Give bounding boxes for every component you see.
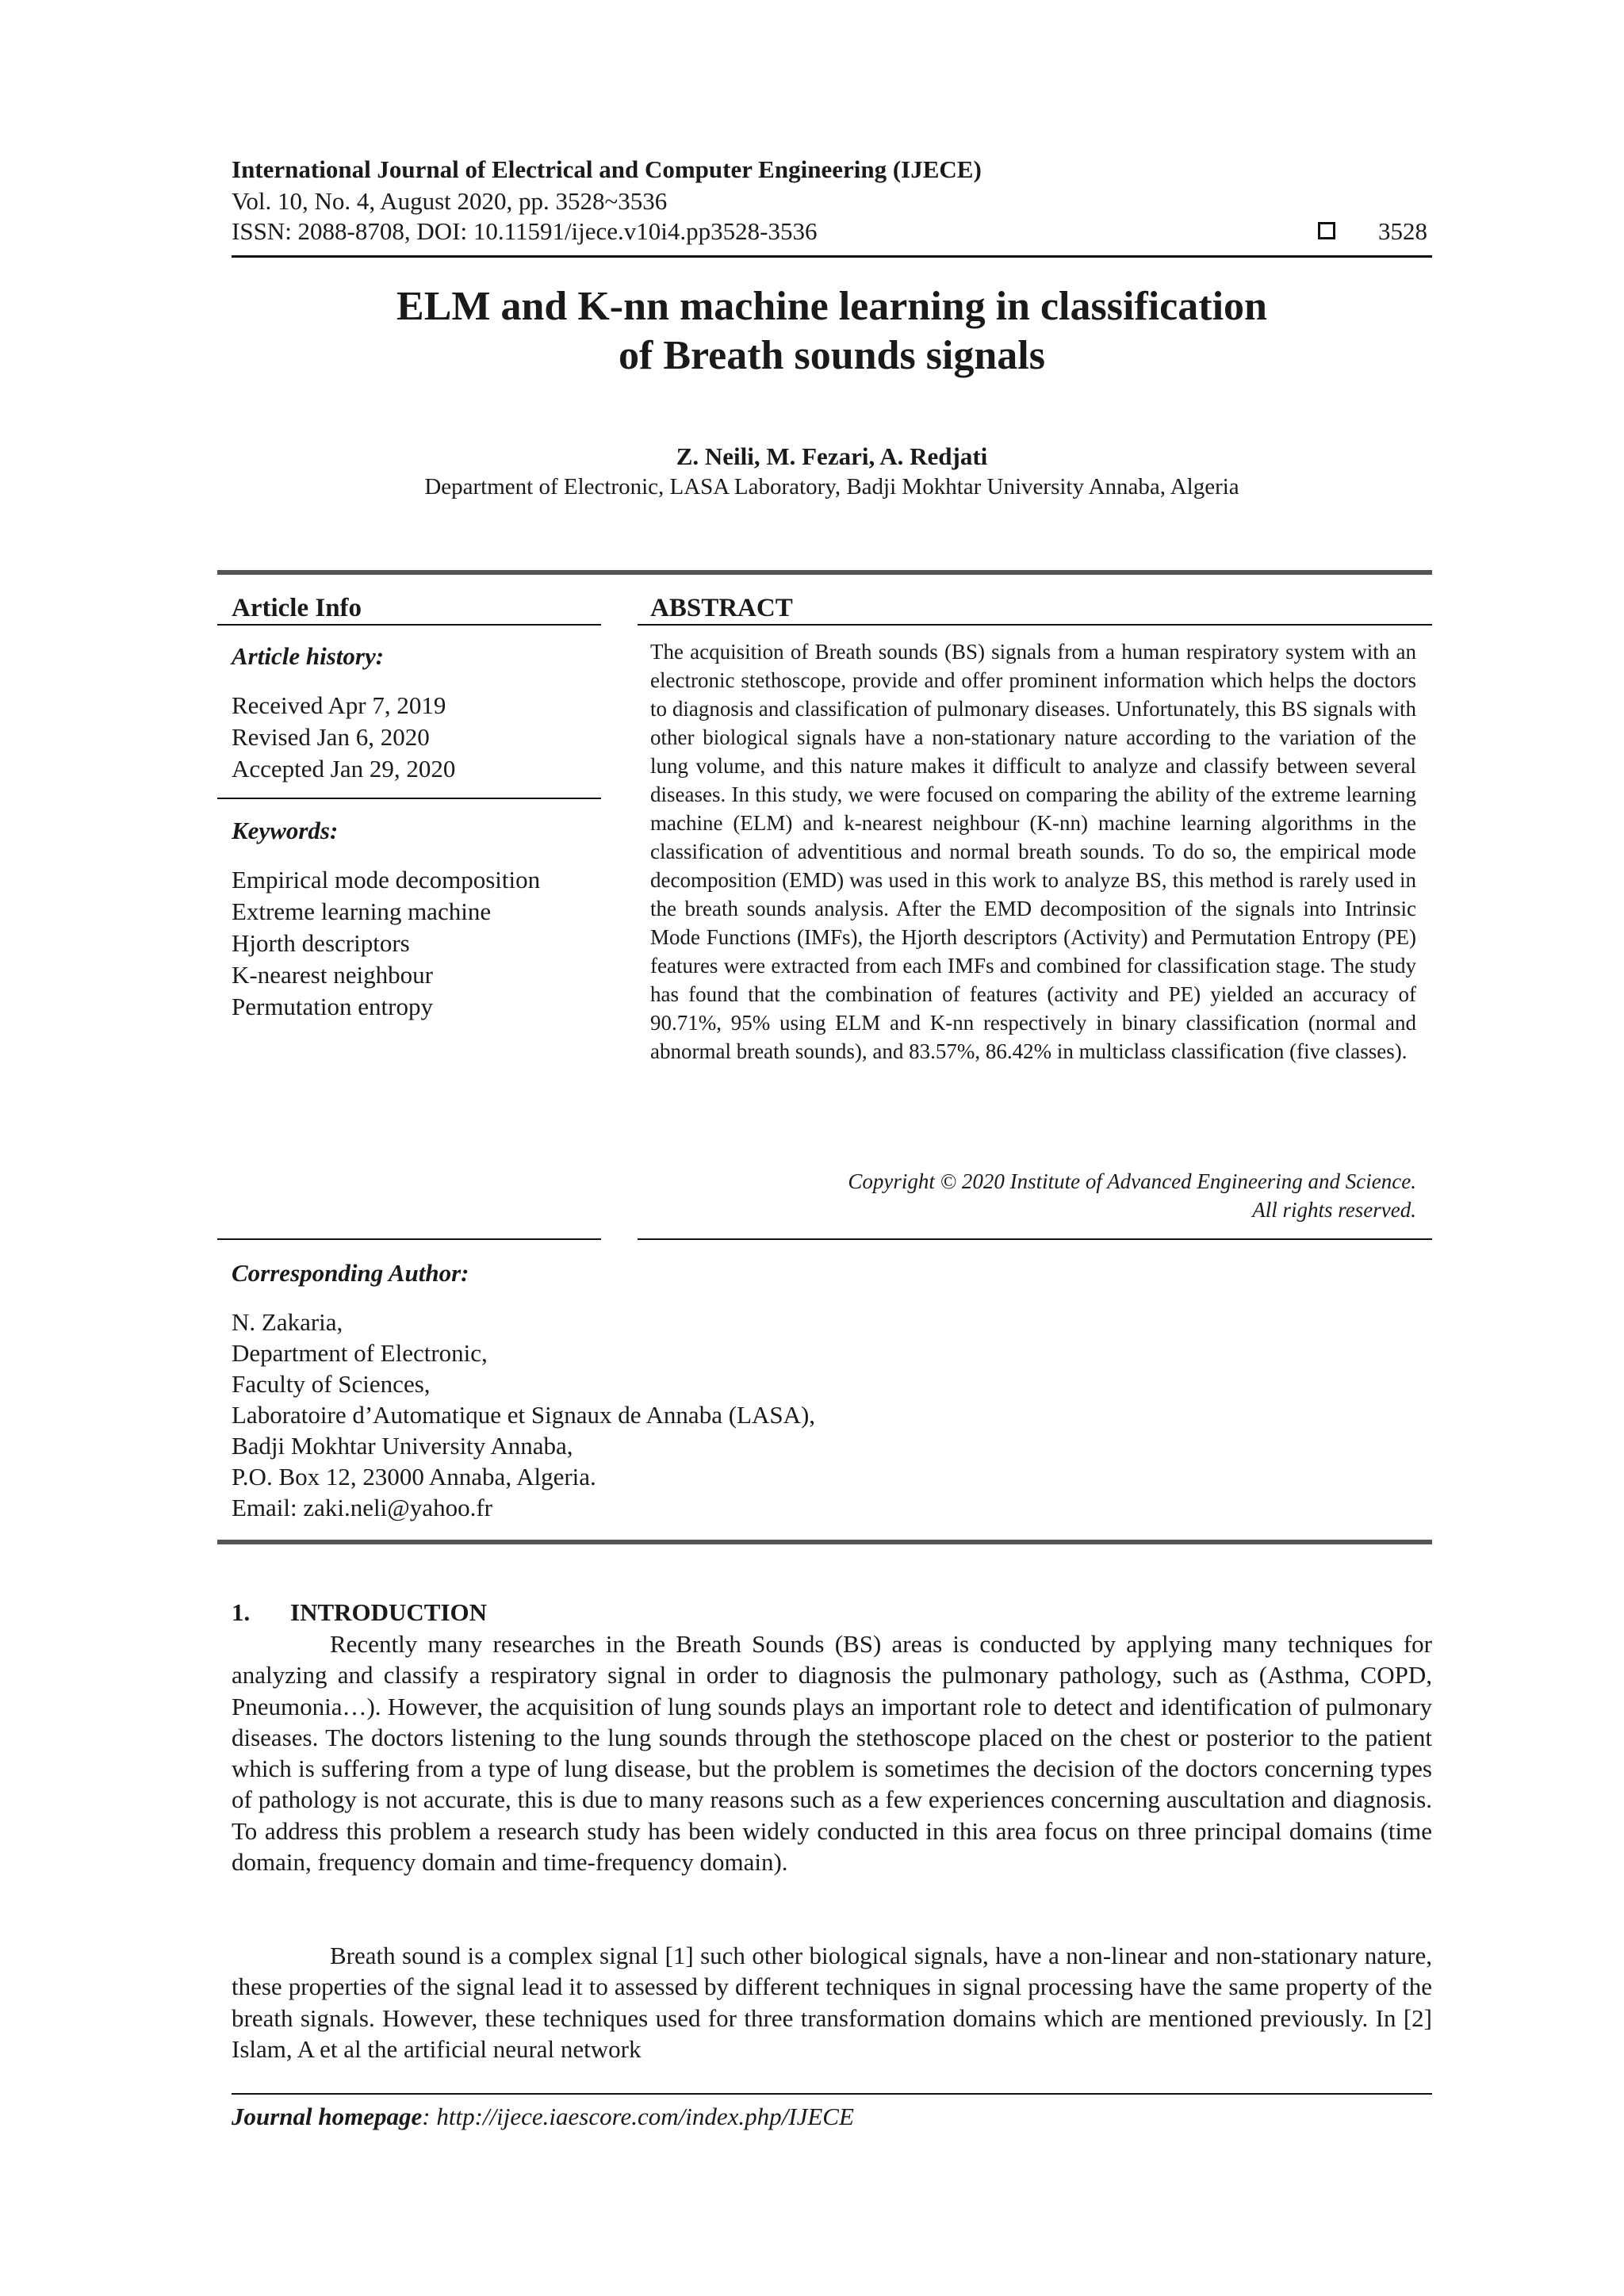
- corresponding-line: N. Zakaria,: [232, 1308, 343, 1336]
- authors: Z. Neili, M. Fezari, A. Redjati: [676, 442, 988, 470]
- history-heading: Article history:: [232, 642, 385, 670]
- abstract-heading: ABSTRACT: [650, 594, 793, 622]
- title-line-1: ELM and K-nn machine learning in classification: [396, 284, 1267, 329]
- corresponding-line: Faculty of Sciences,: [232, 1370, 431, 1398]
- section-number: 1.: [232, 1598, 251, 1626]
- keyword-item: Extreme learning machine: [232, 897, 492, 925]
- corresponding-line: Badji Mokhtar University Annaba,: [232, 1432, 573, 1460]
- accepted-date: Accepted Jan 29, 2020: [232, 755, 456, 783]
- abstract-rule: [638, 624, 1432, 626]
- checkbox-glyph-icon: [1318, 222, 1335, 239]
- homepage-url[interactable]: : http://ijece.iaescore.com/index.php/IJECE: [422, 2103, 854, 2130]
- corresponding-email: Email: zaki.neli@yahoo.fr: [232, 1494, 492, 1521]
- affiliation: Department of Electronic, LASA Laboratory, Badji Mokhtar University Annaba, Algeria: [424, 474, 1239, 499]
- article-info-heading: Article Info: [232, 594, 362, 622]
- abstract-text: The acquisition of Breath sounds (BS) signals from a human respiratory system with an electronic stethoscope, provide and offer prominent information which helps the doctors to diagnosis and classification of pulmonary diseases. Unfortunately, this BS signals with other biological signals have a non-stationary nature according to the variation of the lung volume, and this nature makes it difficult to analyze and classify between several diseases. In this study, we were focused on comparing the ability of the extreme learning machine (ELM) and k-nearest neighbour (K-nn) machine learning algorithms in the classification of adventitious and normal breath sounds. To do so, the empirical mode decomposition (EMD) was used in this work to analyze BS, this method is rarely used in the breath sounds analysis. After the EMD decomposition of the signals into Intrinsic Mode Functions (IMFs), the Hjorth descriptors (Activity) and Permutation Entropy (PE) features were extracted from each IMFs and combined for classification stage. The study has found that the combination of features (activity and PE) yielded an accuracy of 90.71%, 95% using ELM and K-nn respectively in binary classification (normal and abnormal breath sounds), and 83.57%, 86.42% in multiclass classification (five classes).: [650, 640, 1416, 1063]
- received-date: Received Apr 7, 2019: [232, 691, 446, 719]
- keywords-heading: Keywords:: [232, 817, 339, 844]
- history-rule: [217, 798, 601, 799]
- journal-name: International Journal of Electrical and Computer Engineering (IJECE): [232, 155, 982, 183]
- keyword-item: Permutation entropy: [232, 993, 433, 1020]
- issn-line: ISSN: 2088-8708, DOI: 10.11591/ijece.v10i4.pp3528-3536: [232, 217, 818, 245]
- footer-rule: [232, 2093, 1432, 2095]
- copyright-line-2: All rights reserved.: [1252, 1198, 1416, 1222]
- title-line-2: of Breath sounds signals: [619, 333, 1045, 378]
- journal-homepage: [232, 2103, 854, 2131]
- page-number: 3528: [1378, 217, 1427, 245]
- revised-date: Revised Jan 6, 2020: [232, 723, 430, 751]
- volume-line: Vol. 10, No. 4, August 2020, pp. 3528~3536: [232, 187, 668, 215]
- keyword-item: Empirical mode decomposition: [232, 866, 541, 894]
- keyword-item: Hjorth descriptors: [232, 929, 410, 957]
- corresponding-line: P.O. Box 12, 23000 Annaba, Algeria.: [232, 1463, 596, 1490]
- keyword-item: K-nearest neighbour: [232, 961, 433, 989]
- section-title: INTRODUCTION: [290, 1598, 488, 1626]
- paper-title: [232, 282, 1432, 381]
- keywords-bottom-rule: [217, 1238, 601, 1240]
- intro-paragraph-2: Breath sound is a complex signal [1] such other biological signals, have a non-linear and non-stationary nature, these properties of the signal lead it to assessed by different techniques in signal processing have the same property of the breath signals. However, these techniques used for three transformation domains which are mentioned previously. In [2] Islam, A et al the artificial neural network: [232, 1942, 1432, 2063]
- copyright-line-1: Copyright © 2020 Institute of Advanced Engineering and Science.: [848, 1169, 1416, 1193]
- article-info-rule: [217, 624, 601, 626]
- abstract-bottom-rule: [638, 1238, 1432, 1240]
- corresponding-line: Department of Electronic,: [232, 1339, 488, 1367]
- intro-paragraph-1: Recently many researches in the Breath Sounds (BS) areas is conducted by applying many techniques for analyzing and classify a respiratory signal in order to diagnosis the pulmonary pathology, such as (Asthma, COPD, Pneumonia…). However, the acquisition of lung sounds plays an important role to detect and identification of pulmonary diseases. The doctors listening to the lung sounds through the stethoscope placed on the chest or posterior to the patient which is suffering from a type of lung disease, but the problem is sometimes the decision of the doctors concerning types of pathology is not accurate, this is due to many reasons such as a few experiences concerning auscultation and diagnosis. To address this problem a research study has been widely conducted in this area focus on three principal domains (time domain, frequency domain and time-frequency domain).: [232, 1630, 1432, 1877]
- info-box-bottom-rule: [217, 1540, 1432, 1544]
- homepage-label: Journal homepage: [232, 2103, 423, 2130]
- info-box-top-rule: [217, 570, 1432, 575]
- header-rule: [232, 255, 1432, 258]
- introduction-heading: [232, 1598, 487, 1628]
- corresponding-heading: Corresponding Author:: [232, 1259, 469, 1287]
- corresponding-line: Laboratoire d’Automatique et Signaux de Annaba (LASA),: [232, 1401, 816, 1429]
